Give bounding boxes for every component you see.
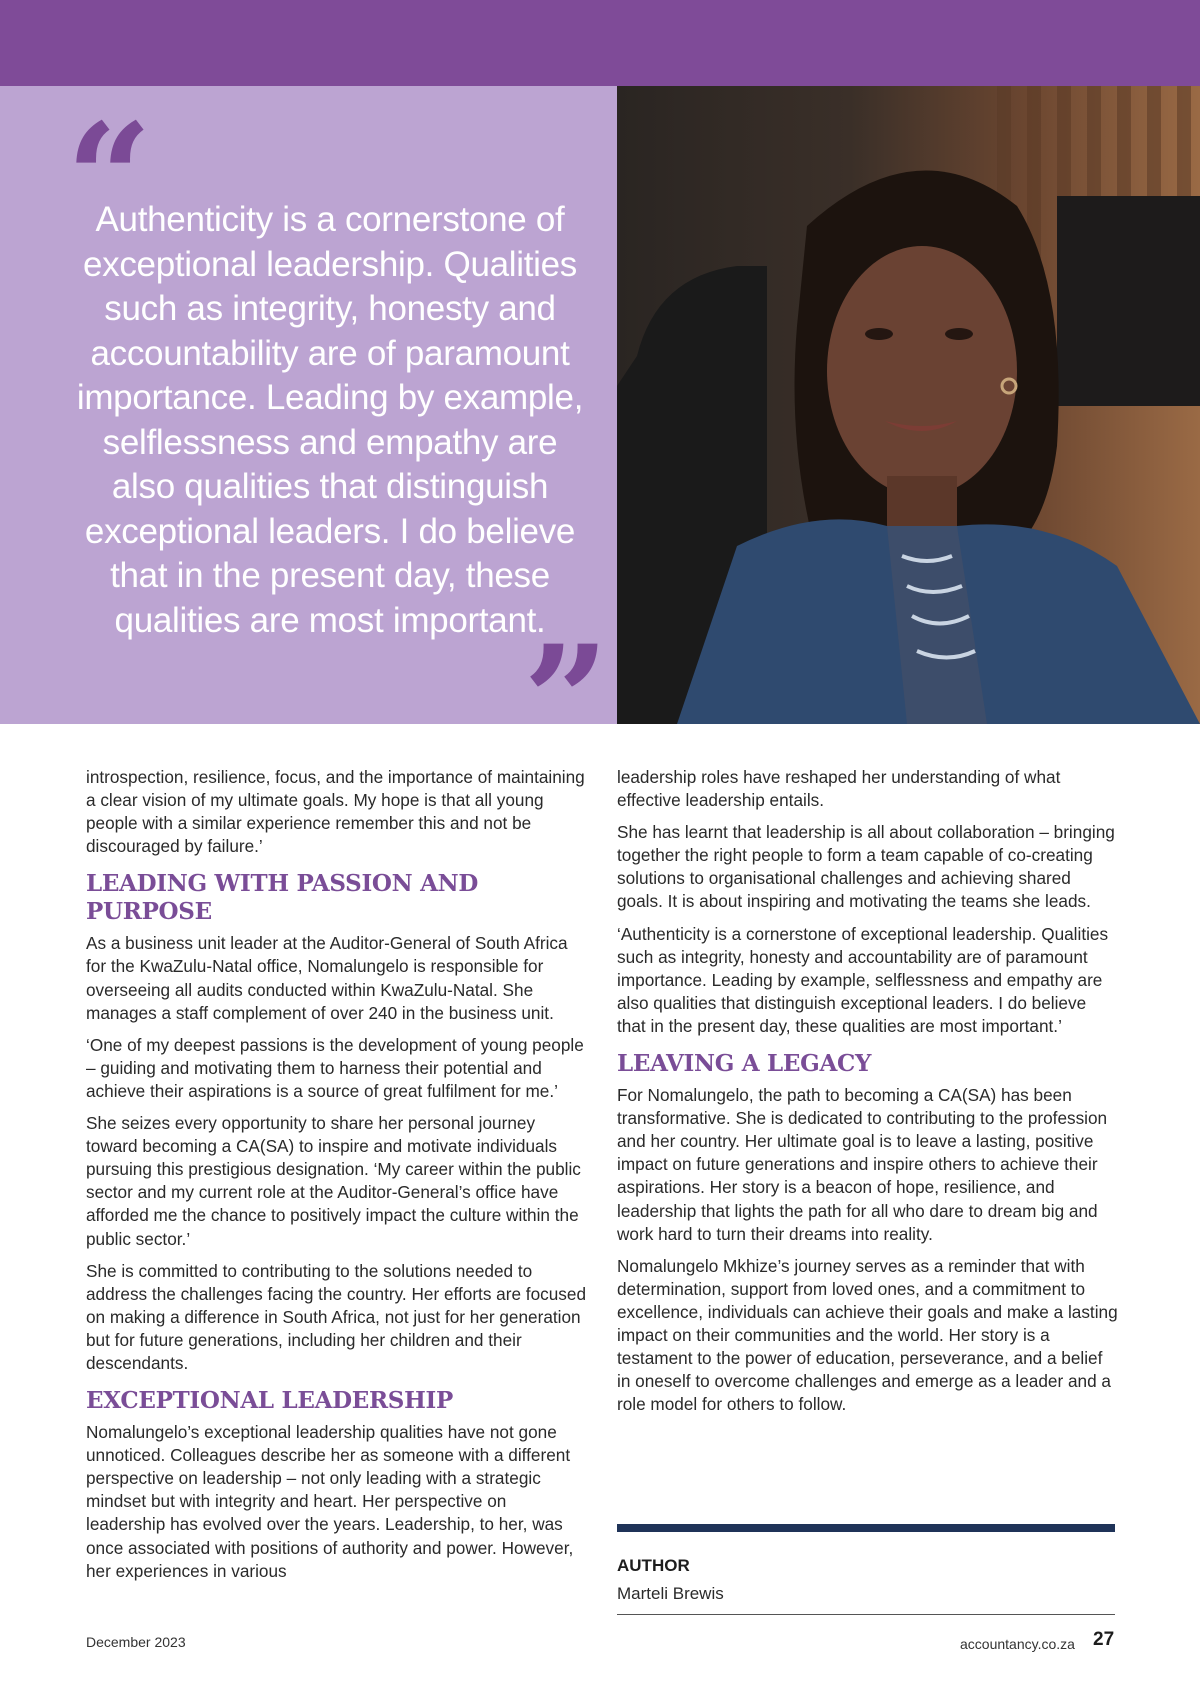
portrait-photo [617, 86, 1200, 724]
paragraph: As a business unit leader at the Auditor-General of South Africa for the KwaZulu-Natal office, Nomalungelo is responsible for overseeing all audits conducted within KwaZulu-Natal. She manages a staff complement of over 240 in the business unit. [86, 933, 568, 1023]
paragraph: introspection, resilience, focus, and the importance of maintaining a clear vision of my ultimate goals. My hope is that all young people with a similar experience remember this and not be discouraged by failure.’ [86, 767, 585, 857]
top-color-band [0, 0, 1200, 86]
pull-quote-text: Authenticity is a cornerstone of exceptional leadership. Qualities such as integrity, honesty and accountability are of paramount importance. Leading by example, selflessness and empathy are also qualities that distinguish exceptional leaders. I do believe that in the present day, these qualities are most important. [76, 200, 584, 640]
paragraph: ‘Authenticity is a cornerstone of exceptional leadership. Qualities such as integrity, honesty and accountability are of paramount importance. Leading by example, selflessness and empathy are also qualities that distinguish exceptional leaders. I do believe that in the present day, these qualities are most important.’ [617, 923, 1109, 1036]
author-label: AUTHOR [617, 1556, 690, 1575]
paragraph: She seizes every opportunity to share her personal journey toward becoming a CA(SA) to inspire and motivate individuals pursuing this prestigious designation. ‘My career within the public sector and my current role at the Auditor-General’s office have afforded me the chance to positively impact the culture within the public sector.’ [86, 1113, 581, 1249]
footer-site: accountancy.co.za [960, 1636, 1075, 1652]
article-column-right [617, 766, 1119, 1425]
section-heading: EXCEPTIONAL LEADERSHIP [86, 1387, 453, 1415]
paragraph: ‘One of my deepest passions is the development of young people – guiding and motivating them to harness their potential and achieve their aspirations is a source of great fulfilment for me.’ [86, 1034, 584, 1101]
open-quote-icon: “ [66, 91, 153, 267]
paragraph: She is committed to contributing to the solutions needed to address the challenges facing the country. Her efforts are focused on making a difference in South Africa, not just for her generation but for future generations, including her children and their descendants. [86, 1260, 586, 1373]
section-heading: LEAVING A LEGACY [617, 1050, 872, 1078]
paragraph: Nomalungelo’s exceptional leadership qualities have not gone unnoticed. Colleagues describe her as someone with a different perspective on leadership – not only leading with a strategic mindset but with integrity and heart. Her perspective on leadership has evolved over the years. Leadership, to her, was once associated with positions of authority and power. However, her experiences in various [86, 1422, 574, 1581]
author-divider [617, 1524, 1115, 1532]
page-number: 27 [1093, 1629, 1115, 1650]
footer-date: December 2023 [86, 1634, 186, 1650]
paragraph: Nomalungelo Mkhize’s journey serves as a reminder that with determination, support from loved ones, and a commitment to excellence, individuals can achieve their goals and make a lasting impact on their communities and the world. Her story is a testament to the power of education, perseverance, and a belief in oneself to overcome challenges and emerge as a leader and a role model for others to follow. [617, 1255, 1118, 1415]
paragraph: leadership roles have reshaped her understanding of what effective leadership entails. [617, 767, 1061, 811]
paragraph: She has learnt that leadership is all about collaboration – bringing together the right people to form a team capable of co-creating solutions to organisational challenges and achieving shared goals. It is about inspiring and motivating the teams she leads. [617, 822, 1115, 912]
author-bottom-rule [617, 1614, 1115, 1615]
article-column-left [86, 766, 586, 1592]
author-name: Marteli Brewis [617, 1584, 724, 1603]
close-quote-icon: ” [523, 613, 610, 789]
section-heading: LEADING WITH PASSION AND PURPOSE [86, 870, 478, 926]
paragraph: For Nomalungelo, the path to becoming a CA(SA) has been transformative. She is dedicated to contributing to the profession and her country. Her ultimate goal is to leave a lasting, positive impact on future generations and inspire others to achieve their aspirations. Her story is a beacon of hope, resilience, and leadership that lights the path for all who dare to dream big and work hard to turn their dreams into reality. [617, 1085, 1108, 1244]
author-box [617, 1524, 1115, 1615]
pull-quote-panel [0, 86, 617, 789]
